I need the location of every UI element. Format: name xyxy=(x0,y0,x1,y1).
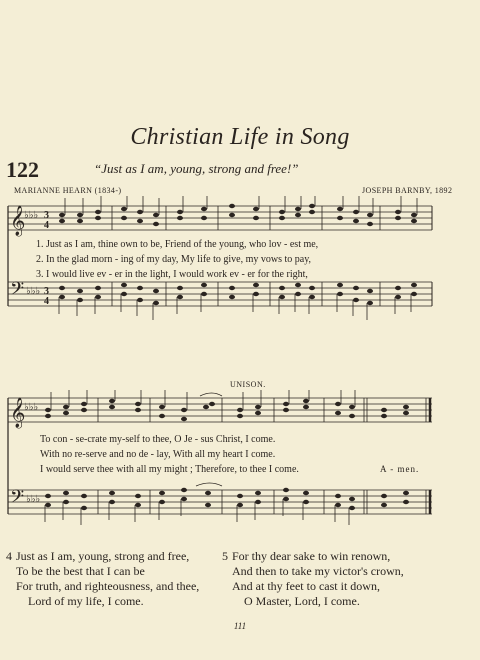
svg-text:♭♭♭: ♭♭♭ xyxy=(24,402,39,413)
music-system-2 xyxy=(0,390,480,530)
svg-text:4: 4 xyxy=(44,296,49,307)
svg-text:𝄢: 𝄢 xyxy=(10,487,25,512)
verse-line: Lord of my life, I come. xyxy=(28,594,144,608)
verse-line: And then to take my victor's crown, xyxy=(232,564,404,578)
verse-line: Just as I am, young, strong and free, xyxy=(16,549,190,563)
composer-credit: JOSEPH BARNBY, 1892 xyxy=(362,186,453,195)
svg-text:4: 4 xyxy=(44,220,49,231)
verse-5 xyxy=(222,549,404,609)
lyric-line-verse-2: 2. In the glad morn - ing of my day, My life to give, my vows to pay, xyxy=(36,254,312,265)
lyric-line-verse-3-cont: I would serve thee with all my might ; Therefore, to thee I come. xyxy=(40,464,299,475)
verse-line: For truth, and righteousness, and thee, xyxy=(16,579,200,593)
music-notation-system-2 xyxy=(0,390,480,530)
lyric-line-verse-1: 1. Just as I am, thine own to be, Friend of the young, who lov - est me, xyxy=(36,239,319,250)
hymn-subtitle: “Just as I am, young, strong and free!” xyxy=(94,161,299,176)
svg-text:𝄞: 𝄞 xyxy=(10,398,26,428)
section-title: Christian Life in Song xyxy=(130,124,350,150)
svg-text:♭♭♭: ♭♭♭ xyxy=(24,210,39,221)
verse-line: And at thy feet to cast it down, xyxy=(232,579,380,593)
svg-text:3: 3 xyxy=(44,210,49,221)
verse-number: 4 xyxy=(6,549,12,563)
music-system-1 xyxy=(0,196,480,336)
music-notation-system-1 xyxy=(0,196,480,336)
verse-line: To be the best that I can be xyxy=(16,564,145,578)
verse-number: 5 xyxy=(222,549,228,563)
unison-marking: UNISON. xyxy=(230,380,266,389)
page-number: 111 xyxy=(233,621,247,631)
lyric-line-verse-1-cont: To con - se-crate my-self to thee, O Je - sus Christ, I come. xyxy=(40,434,276,445)
lyric-line-verse-2-cont: With no re-serve and no de - lay, With all my heart I come. xyxy=(40,449,276,460)
amen-lyric: A - men. xyxy=(380,464,420,474)
lyricist-credit: MARIANNE HEARN (1834-) xyxy=(14,186,122,195)
svg-text:𝄞: 𝄞 xyxy=(10,206,26,236)
svg-text:3: 3 xyxy=(44,286,49,297)
verse-line: O Master, Lord, I come. xyxy=(244,594,360,608)
svg-text:𝄢: 𝄢 xyxy=(10,279,25,304)
verse-line: For thy dear sake to win renown, xyxy=(232,549,391,563)
verse-4 xyxy=(6,549,200,609)
hymn-number: 122 xyxy=(6,157,39,182)
lyric-line-verse-3: 3. I would live ev - er in the light, I would work ev - er for the right, xyxy=(36,269,308,280)
svg-text:♭♭♭: ♭♭♭ xyxy=(26,494,41,505)
svg-text:♭♭♭: ♭♭♭ xyxy=(26,286,41,297)
